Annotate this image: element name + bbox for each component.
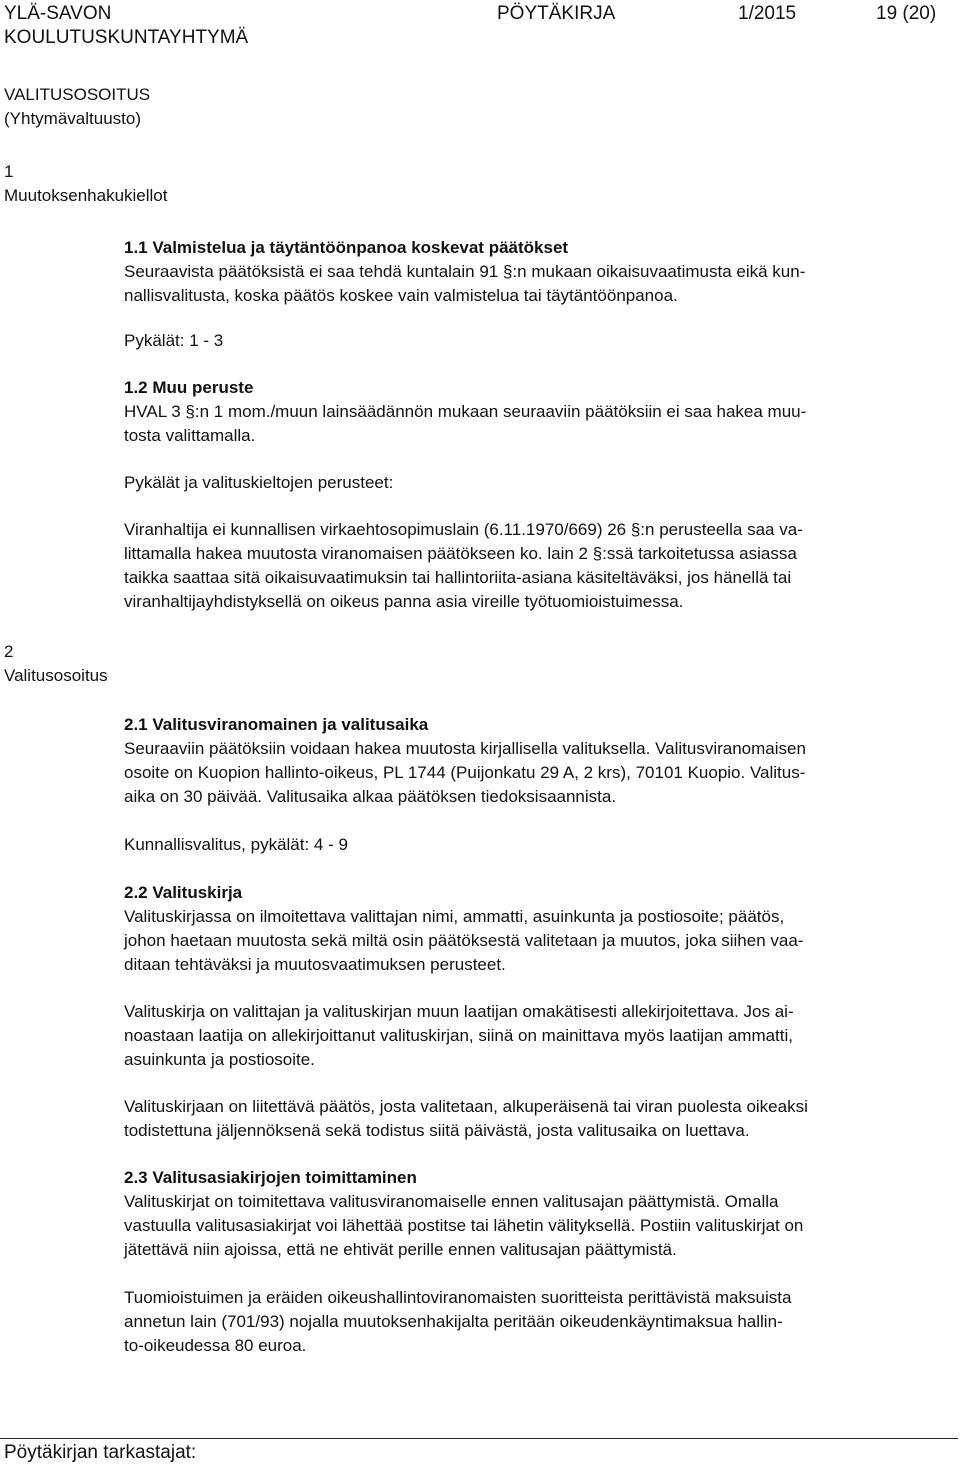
section-2-3 [124, 1166, 956, 1262]
page-subtitle: (Yhtymävaltuusto) [4, 109, 141, 128]
body-line: nallisvalitusta, koska päätös koskee vain valmistelua tai täytäntöönpanoa. [124, 286, 678, 305]
body-line: noastaan laatija on allekirjoittanut valituskirjan, siinä on mainittava myös laatijan ammatti, [124, 1026, 794, 1045]
section-2-1 [124, 713, 956, 809]
body-line: Viranhaltija ei kunnallisen virkaehtosopimuslain (6.11.1970/669) 26 §:n perusteella saa va- [124, 520, 803, 539]
body-line: littamalla hakea muutosta viranomaisen päätökseen ko. lain 2 §:ssä tarkoitetussa asiassa [124, 544, 797, 563]
document-number: 1/2015 [738, 3, 797, 24]
section-2-2-paragraph-3 [124, 1095, 956, 1143]
subsection-title: 2.1 Valitusviranomainen ja valitusaika [124, 715, 429, 734]
body-line: osoite on Kuopion hallinto-oikeus, PL 1744 (Puijonkatu 29 A, 2 krs), 70101 Kuopio. Valitus- [124, 763, 806, 782]
footer-divider [0, 1438, 958, 1439]
body-line: asuinkunta ja postiosoite. [124, 1050, 315, 1069]
body-line: Seuraavista päätöksistä ei saa tehdä kuntalain 91 §:n mukaan oikaisuvaatimusta eikä kun- [124, 262, 806, 281]
document-type: PÖYTÄKIRJA [497, 3, 616, 24]
section-2-3-paragraph-2 [124, 1286, 956, 1358]
section-1-2-paragraphs: Pykälät ja valituskieltojen perusteet: [124, 473, 394, 492]
section-1-1-paragraphs: Pykälät: 1 - 3 [124, 331, 224, 350]
body-line: todistettuna jäljennöksenä sekä todistus siitä päivästä, josta valitusaika on luettava. [124, 1121, 750, 1140]
body-line: Tuomioistuimen ja eräiden oikeushallintoviranomaisten suoritteista perittävistä maksuista [124, 1288, 792, 1307]
body-line: HVAL 3 §:n 1 mom./muun lainsäädännön mukaan seuraaviin päätöksiin ei saa hakea muu- [124, 402, 807, 421]
section-1-2 [124, 376, 956, 448]
subsection-title: 2.3 Valitusasiakirjojen toimittaminen [124, 1168, 417, 1187]
body-line: viranhaltijayhdistyksellä on oikeus panna asia vireille työtuomioistuimessa. [124, 592, 684, 611]
body-line: vastuulla valitusasiakirjat voi lähettää postitse tai lähetin välityksellä. Postiin valituskirjat on [124, 1216, 804, 1235]
body-line: johon haetaan muutosta sekä miltä osin päätöksestä valitetaan ja muutos, joka siihen vaa- [124, 931, 804, 950]
body-line: taikka saattaa sitä oikaisuvaatimuksin tai hallintoriita-asiana käsiteltäväksi, jos hänellä tai [124, 568, 792, 587]
section2-number: 2 [4, 642, 14, 661]
section-1-1 [124, 236, 956, 308]
body-line: ditaan tehtäväksi ja muutosvaatimuksen perusteet. [124, 955, 506, 974]
body-line: annetun lain (701/93) nojalla muutoksenhakijalta peritään oikeudenkäyntimaksua hallin- [124, 1312, 783, 1331]
subsection-title: 1.1 Valmistelua ja täytäntöönpanoa koskevat päätökset [124, 238, 569, 257]
page-title: VALITUSOSOITUS [4, 85, 151, 104]
section2-heading: Valitusosoitus [4, 666, 108, 685]
subsection-title: 1.2 Muu peruste [124, 378, 254, 397]
body-line: aika on 30 päivää. Valitusaika alkaa päätöksen tiedoksisaannista. [124, 787, 617, 806]
section1-number: 1 [4, 162, 14, 181]
body-line: Valituskirjassa on ilmoitettava valittajan nimi, ammatti, asuinkunta ja postiosoite; päätös, [124, 907, 785, 926]
body-line: jätettävä niin ajoissa, että ne ehtivät perille ennen valitusajan päättymistä. [124, 1240, 677, 1259]
body-line: Valituskirjat on toimitettava valitusviranomaiselle ennen valitusajan päättymistä. Omalla [124, 1192, 779, 1211]
section-2-2 [124, 881, 956, 977]
section-2-1-paragraphs: Kunnallisvalitus, pykälät: 4 - 9 [124, 835, 348, 854]
page-number: 19 (20) [876, 3, 937, 24]
body-line: to-oikeudessa 80 euroa. [124, 1336, 307, 1355]
section-2-2-paragraph-2 [124, 1000, 956, 1072]
section1-heading: Muutoksenhakukiellot [4, 186, 168, 205]
body-line: Valituskirja on valittajan ja valituskirjan muun laatijan omakätisesti allekirjoitettava. Jos ai- [124, 1002, 794, 1021]
body-line: tosta valittamalla. [124, 426, 256, 445]
body-line: Valituskirjaan on liitettävä päätös, josta valitetaan, alkuperäisenä tai viran puolesta oikeaksi [124, 1097, 808, 1116]
section-1-2-detail [124, 518, 956, 614]
org-name-line1: YLÄ-SAVON [4, 3, 112, 24]
body-line: Seuraaviin päätöksiin voidaan hakea muutosta kirjallisella valituksella. Valitusviranomaisen [124, 739, 806, 758]
org-name-line2: KOULUTUSKUNTAYHTYMÄ [4, 27, 249, 48]
subsection-title: 2.2 Valituskirja [124, 883, 243, 902]
reviewers-label: Pöytäkirjan tarkastajat: [4, 1442, 197, 1463]
